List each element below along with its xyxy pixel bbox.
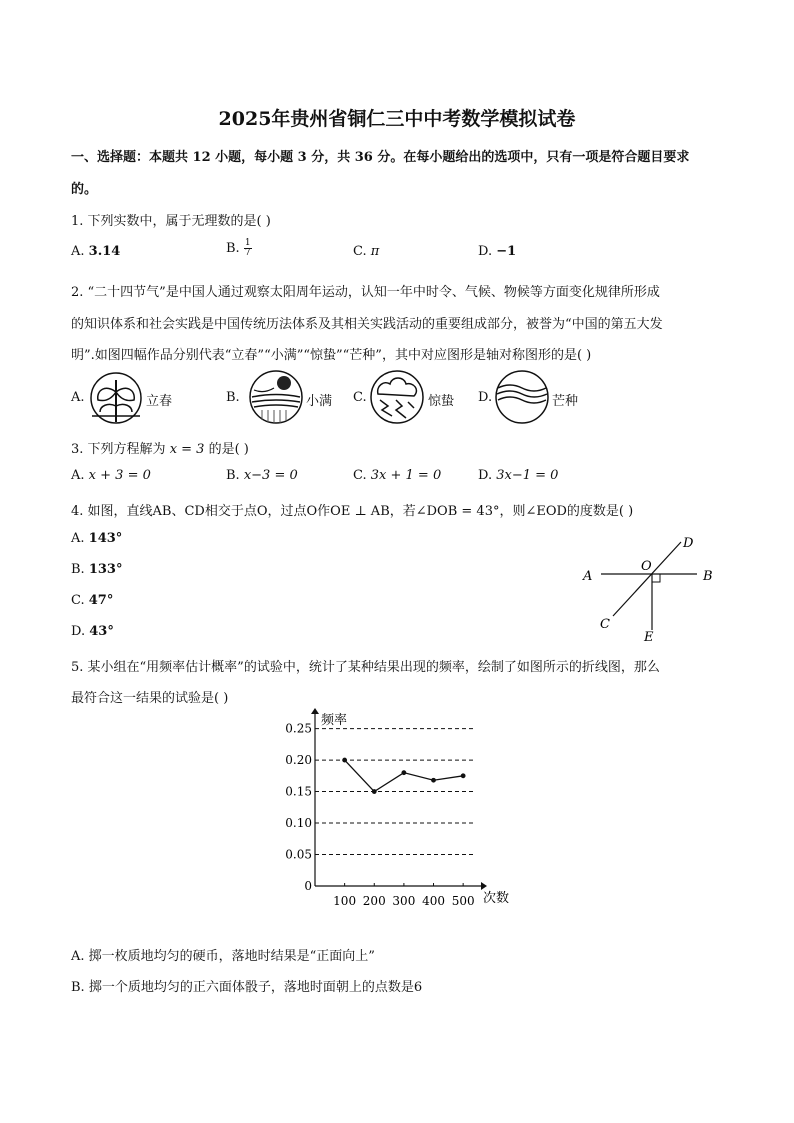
lichun-picture — [88, 372, 144, 424]
q1-c-value: π — [370, 244, 380, 259]
point-b-label: B — [703, 569, 713, 584]
point-a-label: A — [583, 569, 593, 584]
q4-a-label: A. — [71, 531, 85, 546]
q1-a-label: A. — [71, 244, 85, 259]
q5-stem-line1: 5. 某小组在“用频率估计概率”的试验中，统计了某种结果出现的频率，绘制了如图所示的折线图，那么 — [71, 660, 660, 675]
q1-b-fraction — [244, 239, 252, 258]
q1-option-c — [353, 244, 379, 259]
q3-a-label: A. — [71, 468, 85, 483]
y-tick-label: 0.15 — [285, 784, 312, 799]
q3-b-value: x−3 = 0 — [243, 468, 298, 483]
q1-b-label: B. — [226, 241, 240, 256]
q3-stem-post: 的是( ) — [208, 442, 249, 457]
q2-c-label: C. — [353, 390, 367, 405]
q4-c-value: 47° — [88, 593, 114, 608]
section-instructions-cont: 的。 — [71, 182, 98, 197]
q1-d-value: −1 — [496, 244, 517, 259]
q2-stem-line2: 的知识体系和社会实践是中国传统历法体系及其相关实践活动的重要组成部分，被誉为“中国的第五大发 — [71, 317, 663, 332]
q3-option-d — [478, 468, 558, 483]
x-tick-label: 400 — [422, 894, 445, 908]
jingzhe-picture — [368, 370, 426, 424]
q5-stem-line2: 最符合这一结果的试验是( ) — [71, 691, 229, 706]
q2-a-label: A. — [71, 390, 85, 405]
data-point — [461, 773, 466, 778]
q5-option-a: A. 掷一枚质地均匀的硬币，落地时结果是“正面向上” — [71, 949, 375, 964]
x-tick-label: 500 — [451, 894, 475, 908]
q2-stem-line1: 2. “二十四节气”是中国人通过观察太阳周年运动，认知一年中时令、气候、物候等方面变化规律所形成 — [71, 285, 660, 300]
q3-option-a — [71, 468, 151, 483]
q3-stem-equation: x = 3 — [169, 442, 205, 457]
point-d-label: D — [683, 536, 694, 551]
q2-d-name: 芒种 — [552, 394, 579, 409]
q1-b-denominator: 7 — [244, 248, 251, 258]
data-point — [372, 789, 377, 794]
point-c-label: C — [600, 617, 610, 632]
y-tick-label: 0.05 — [285, 847, 312, 862]
y-axis-arrow — [311, 708, 319, 714]
right-angle-mark — [652, 574, 660, 582]
page-title: 2025年贵州省铜仁三中中考数学模拟试卷 — [218, 108, 576, 130]
section-instructions: 一、选择题：本题共 12 小题，每小题 3 分，共 36 分。在每小题给出的选项中，只有一项是符合题目要求 — [71, 150, 690, 165]
q4-b-label: B. — [71, 562, 85, 577]
data-point — [431, 778, 436, 783]
x-axis-label: 次数 — [483, 891, 510, 906]
line-cd — [613, 542, 681, 616]
point-e-label: E — [644, 630, 654, 645]
q4-c-label: C. — [71, 593, 85, 608]
q3-c-value: 3x + 1 = 0 — [370, 468, 442, 483]
point-o-label: O — [641, 559, 652, 574]
q1-option-d — [478, 244, 516, 259]
q2-c-name: 惊蛰 — [428, 394, 455, 409]
series-line — [345, 760, 464, 791]
frequency-line-chart — [275, 708, 515, 916]
q2-b-label: B. — [226, 390, 240, 405]
q1-option-a — [71, 244, 120, 259]
q1-d-label: D. — [478, 244, 493, 259]
q2-a-name: 立春 — [146, 394, 173, 409]
q1-a-value: 3.14 — [88, 244, 121, 259]
q4-option-b — [71, 562, 122, 577]
q3-a-value: x + 3 = 0 — [88, 468, 151, 483]
x-tick-label: 300 — [392, 894, 416, 908]
x-tick-label: 200 — [362, 894, 386, 908]
y-tick-label: 0.10 — [285, 816, 312, 831]
q3-d-value: 3x−1 = 0 — [496, 468, 559, 483]
q3-option-c — [353, 468, 441, 483]
data-point — [401, 770, 406, 775]
q4-a-value: 143° — [88, 531, 123, 546]
q3-b-label: B. — [226, 468, 240, 483]
y-axis-label: 频率 — [321, 713, 348, 728]
q4-stem: 4. 如图，直线AB、CD相交于点O，过点O作OE ⊥ AB，若∠DOB = 43°，则∠EOD的度数是( ) — [71, 504, 634, 519]
q4-d-value: 43° — [89, 624, 114, 639]
x-tick-label: 100 — [333, 894, 357, 908]
xiaoman-picture — [246, 370, 306, 424]
q2-stem-line3: 明”.如图四幅作品分别代表“立春”“小满”“惊蛰”“芒种”，其中对应图形是轴对称图形的是( ) — [71, 348, 592, 363]
q5-option-b: B. 掷一个质地均匀的正六面体骰子，落地时面朝上的点数是6 — [71, 980, 423, 995]
q3-c-label: C. — [353, 468, 367, 483]
q4-geometry-figure — [575, 530, 725, 650]
mangzhong-picture — [494, 370, 550, 424]
q3-stem — [71, 438, 249, 457]
q3-d-label: D. — [478, 468, 493, 483]
q1-b-numerator: 1 — [244, 238, 251, 248]
q3-stem-pre: 3. 下列方程解为 — [71, 442, 166, 457]
q1-c-label: C. — [353, 244, 367, 259]
q4-option-d — [71, 624, 114, 639]
q3-option-b — [226, 468, 298, 483]
q1-stem: 1. 下列实数中，属于无理数的是( ) — [71, 214, 271, 229]
data-point — [342, 758, 347, 763]
x-axis-arrow — [481, 882, 487, 890]
q2-d-label: D. — [478, 390, 493, 405]
q4-b-value: 133° — [88, 562, 123, 577]
q1-option-b — [226, 239, 252, 258]
y-tick-label: 0 — [304, 879, 312, 893]
q2-b-name: 小满 — [306, 394, 333, 409]
y-tick-label: 0.25 — [285, 721, 312, 736]
q4-option-c — [71, 593, 113, 608]
q4-option-a — [71, 531, 122, 546]
y-tick-label: 0.20 — [285, 753, 312, 768]
q4-d-label: D. — [71, 624, 86, 639]
